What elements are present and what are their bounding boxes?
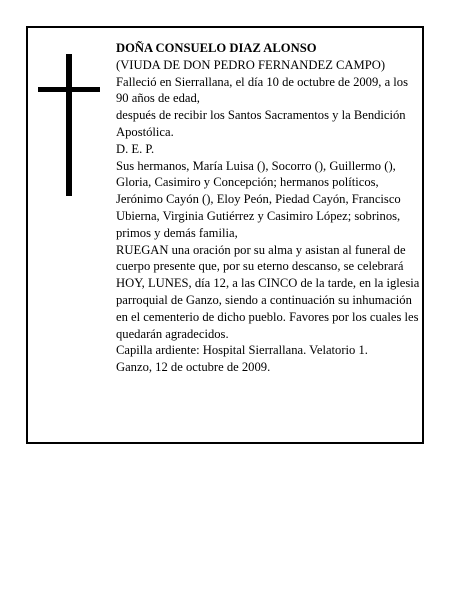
rip-text: D. E. P. xyxy=(116,141,155,156)
obituary-text xyxy=(116,40,420,376)
place-date: Ganzo, 12 de octubre de 2009. xyxy=(116,360,271,375)
deceased-name: DOÑA CONSUELO DIAZ ALONSO xyxy=(116,41,317,55)
obituary-notice xyxy=(26,26,424,444)
widow-subtitle: (VIUDA DE DON PEDRO FERNANDEZ CAMPO) xyxy=(116,57,386,72)
chapel-info: Capilla ardiente: Hospital Sierrallana. Velatorio 1. xyxy=(116,343,368,358)
cross-horizontal-bar xyxy=(38,87,100,92)
funeral-request: RUEGAN una oración por su alma y asistan al funeral de cuerpo presente que, por su eterno descanso, se celebrará HOY, LUNES, día 12, a las CINCO de la tarde, en la iglesia parroquial de Ganzo, siendo a continuación su inhumación en el cementerio de dicho pueblo. Favores por los cuales les quedarán agradecidos. xyxy=(116,242,420,341)
family-list: Sus hermanos, María Luisa (), Socorro (), Guillermo (), Gloria, Casimiro y Concepción; hermanos políticos, Jerónimo Cayón (), Eloy Peón, Piedad Cayón, Francisco Ubierna, Virginia Gutiérrez y Casimiro López; sobrinos, primos y demás familia, xyxy=(116,158,401,240)
cross-vertical-bar xyxy=(66,54,72,196)
sacraments-text: después de recibir los Santos Sacramentos y la Bendición Apostólica. xyxy=(116,108,406,139)
death-announcement: Falleció en Sierrallana, el día 10 de octubre de 2009, a los 90 años de edad, xyxy=(116,74,409,106)
